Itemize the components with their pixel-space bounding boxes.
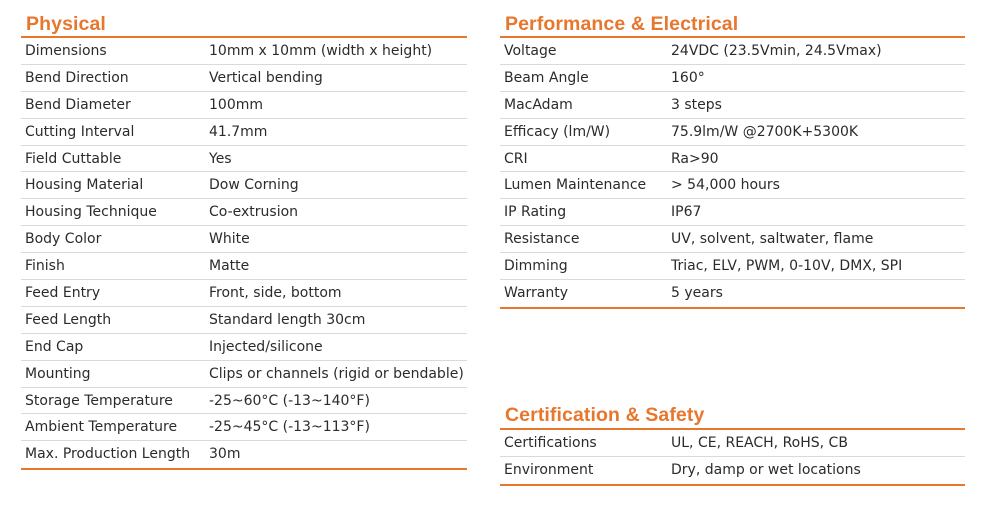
spec-label: Warranty xyxy=(504,285,569,302)
spec-row-beam-angle xyxy=(500,65,965,92)
spec-label: Mounting xyxy=(25,365,91,382)
spec-label: Max. Production Length xyxy=(25,446,191,463)
spec-label: Lumen Maintenance xyxy=(504,177,647,194)
spec-value: Front, side, bottom xyxy=(209,285,342,302)
spec-value: -25~60°C (-13~140°F) xyxy=(209,392,370,409)
spec-value: 160° xyxy=(671,69,705,86)
spec-row-ambient-temperature xyxy=(21,414,467,441)
spec-row-mounting xyxy=(21,361,467,388)
spec-value: Standard length 30cm xyxy=(209,311,366,328)
spec-label: Environment xyxy=(504,461,594,478)
spec-label: Voltage xyxy=(504,43,557,59)
spec-label: Resistance xyxy=(504,231,580,248)
spec-row-bend-diameter xyxy=(21,92,467,119)
spec-value: 3 steps xyxy=(671,96,722,113)
spec-row-dimensions xyxy=(21,38,467,65)
spec-label: Efficacy (lm/W) xyxy=(504,123,611,140)
spec-value: -25~45°C (-13~113°F) xyxy=(209,419,370,436)
spec-value: 30m xyxy=(209,446,241,463)
spec-row-storage-temperature xyxy=(21,388,467,415)
spec-value: 10mm x 10mm (width x height) xyxy=(209,43,433,59)
spec-label: Field Cuttable xyxy=(25,150,122,167)
spec-label: Bend Diameter xyxy=(25,96,131,113)
spec-label: Body Color xyxy=(25,231,102,248)
spec-row-voltage xyxy=(500,38,965,65)
spec-row-environment xyxy=(500,457,965,484)
spec-value: UV, solvent, saltwater, flame xyxy=(671,231,874,248)
spec-label: End Cap xyxy=(25,338,84,355)
spec-row-ip-rating xyxy=(500,199,965,226)
performance-heading: Performance & Electrical xyxy=(505,13,739,35)
spec-label: Dimensions xyxy=(25,43,107,59)
spec-row-housing-technique xyxy=(21,199,467,226)
spec-label: Bend Direction xyxy=(25,69,129,86)
spec-label: Housing Material xyxy=(25,177,144,194)
spec-value: Yes xyxy=(209,150,232,167)
spec-value: Vertical bending xyxy=(209,69,323,86)
spec-row-dimming xyxy=(500,253,965,280)
certification-heading: Certification & Safety xyxy=(505,404,705,426)
spec-label: Feed Length xyxy=(25,311,112,328)
spec-row-field-cuttable xyxy=(21,146,467,173)
physical-table xyxy=(21,36,467,470)
spec-value: Clips or channels (rigid or bendable) xyxy=(209,365,464,382)
spec-row-certifications xyxy=(500,430,965,457)
spec-value: IP67 xyxy=(671,204,702,221)
spec-value: Co-extrusion xyxy=(209,204,299,221)
spec-label: Ambient Temperature xyxy=(25,419,178,436)
spec-row-max-production-length xyxy=(21,441,467,468)
spec-value: UL, CE, REACH, RoHS, CB xyxy=(671,435,848,451)
spec-value: 5 years xyxy=(671,285,723,302)
spec-label: IP Rating xyxy=(504,204,567,221)
spec-label: Finish xyxy=(25,258,65,275)
spec-label: Feed Entry xyxy=(25,285,101,302)
spec-row-bend-direction xyxy=(21,65,467,92)
spec-value: Ra>90 xyxy=(671,150,719,167)
certification-section xyxy=(500,402,965,486)
spec-row-feed-length xyxy=(21,307,467,334)
spec-row-cri xyxy=(500,146,965,173)
spec-label: Cutting Interval xyxy=(25,123,135,140)
physical-heading: Physical xyxy=(26,13,106,35)
spec-row-housing-material xyxy=(21,172,467,199)
performance-section xyxy=(500,12,965,309)
spec-label: CRI xyxy=(504,150,528,167)
performance-table xyxy=(500,36,965,309)
spec-label: Beam Angle xyxy=(504,69,589,86)
spec-value: 41.7mm xyxy=(209,123,268,140)
spec-label: Storage Temperature xyxy=(25,392,173,409)
spec-value: Dow Corning xyxy=(209,177,299,194)
spec-value: White xyxy=(209,231,250,248)
spec-row-warranty xyxy=(500,280,965,307)
spec-row-finish xyxy=(21,253,467,280)
spec-row-feed-entry xyxy=(21,280,467,307)
spec-value: 24VDC (23.5Vmin, 24.5Vmax) xyxy=(671,43,882,59)
spec-value: Dry, damp or wet locations xyxy=(671,461,861,478)
spec-row-end-cap xyxy=(21,334,467,361)
spec-row-macadam xyxy=(500,92,965,119)
spec-row-lumen-maintenance xyxy=(500,172,965,199)
spec-label: Dimming xyxy=(504,258,568,275)
spec-value: 100mm xyxy=(209,96,263,113)
spec-row-body-color xyxy=(21,226,467,253)
spec-row-resistance xyxy=(500,226,965,253)
spec-row-cutting-interval xyxy=(21,119,467,146)
spec-value: Matte xyxy=(209,258,250,275)
physical-section xyxy=(21,12,467,470)
spec-row-efficacy xyxy=(500,119,965,146)
spec-label: Certifications xyxy=(504,435,597,451)
spec-value: Injected/silicone xyxy=(209,338,323,355)
spec-value: > 54,000 hours xyxy=(671,177,780,194)
spec-value: Triac, ELV, PWM, 0-10V, DMX, SPI xyxy=(671,258,903,275)
spec-label: Housing Technique xyxy=(25,204,157,221)
spec-value: 75.9lm/W @2700K+5300K xyxy=(671,123,859,140)
certification-table xyxy=(500,428,965,486)
spec-label: MacAdam xyxy=(504,96,573,113)
